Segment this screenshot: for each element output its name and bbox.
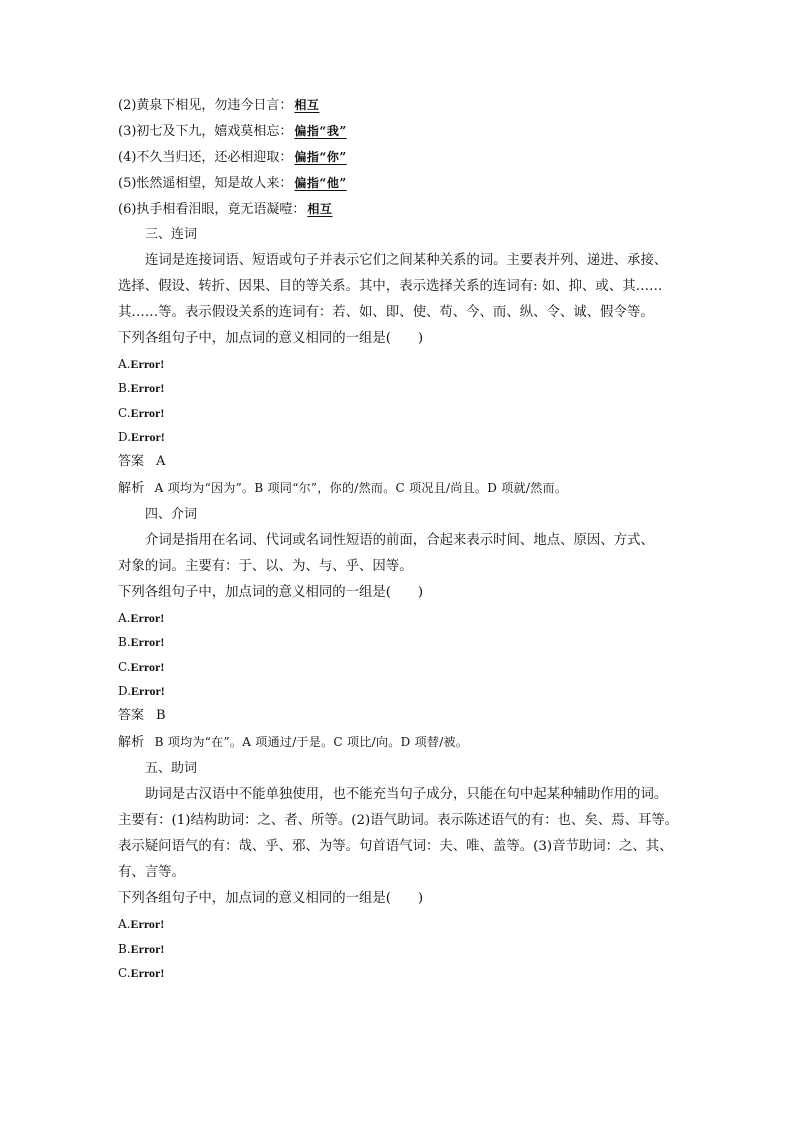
option-b [118,937,678,961]
option-label: B. [118,635,131,650]
answer-label: 答案 [118,708,145,724]
item-line [118,144,678,170]
item-text: (6)执手相看泪眼，竟无语凝噎： [118,202,306,217]
option-label: C. [118,405,131,420]
option-label: A. [118,357,131,371]
option-label: C. [118,965,131,980]
paragraph-line: 有、言等。 [118,865,185,881]
option-a [118,606,678,630]
option-error: Error! [130,941,165,956]
paragraph-line: 其……等。表示假设关系的连词有：若、如、即、使、苟、今、而、纵、令、诚、假令等。 [118,305,654,320]
question-text: 下列各组句子中，加点词的意义相同的一组是( ) [118,891,424,907]
item-line [118,196,678,222]
option-error: Error! [130,965,165,980]
item-text: (5)怅然遥相望，知是故人来： [118,176,293,191]
option-error: Error! [131,684,165,699]
answer-label: 答案 [118,454,145,470]
question-text: 下列各组句子中，加点词的意义相同的一组是( ) [118,585,424,601]
option-b [118,630,678,654]
explanation-text: B 项均为“在”。A 项通过/于是。C 项比/向。D 项替/被。 [154,735,469,750]
question-text: 下列各组句子中，加点词的意义相同的一组是( ) [118,331,424,346]
explanation-label: 解析 [118,481,145,497]
option-error: Error! [130,381,165,396]
option-error: Error! [130,659,165,674]
document-page [118,92,678,985]
paragraph-line: 表示疑问语气的有：哉、乎、邪、为等。句首语气词：夫、唯、盖等。(3)音节助词：之、其、 [118,839,673,855]
option-a [118,912,678,936]
option-label: C. [118,659,131,674]
answer-value: A [156,454,166,470]
option-label: B. [118,381,131,396]
item-answer: 相互 [307,202,333,216]
option-error: Error! [130,917,165,932]
item-text: (2)黄泉下相见，勿违今日言： [118,98,293,113]
item-answer: 偏指“我” [294,124,347,138]
option-label: D. [118,684,132,699]
explanation-line [118,729,678,756]
option-d [118,679,678,703]
item-answer: 偏指“他” [294,176,347,190]
item-line [118,170,678,196]
paragraph-line: 对象的词。主要有：于、以、为、与、乎、因等。 [118,559,413,575]
explanation-text: A 项均为“因为”。B 项同“尔”，你的/然而。C 项况且/尚且。D 项就/然而。 [154,481,568,496]
option-label: B. [118,941,131,956]
option-d [118,425,678,449]
item-text: (3)初七及下九，嬉戏莫相忘： [118,124,293,139]
option-error: Error! [130,611,165,626]
section-heading-particle: 五、助词 [145,761,198,777]
option-c [118,401,678,425]
paragraph-line: 主要有：(1)结构助词：之、者、所等。(2)语气助词。表示陈述语气的有：也、矣、焉、耳等。 [118,813,679,829]
item-text: (4)不久当归还，还必相迎取： [118,150,293,165]
item-answer: 相互 [294,98,320,112]
explanation-line [118,475,678,502]
answer-value: B [156,708,166,724]
option-a [118,352,678,376]
option-label: A. [118,917,131,932]
section-heading-conjunction: 三、连词 [145,227,198,242]
paragraph-line: 选择、假设、转折、因果、目的等关系。其中，表示选择关系的连词有: 如、抑、或、其…… [118,279,663,294]
option-b [118,376,678,400]
section-heading-preposition: 四、介词 [145,507,198,523]
option-error: Error! [130,635,165,650]
item-line [118,118,678,144]
option-error: Error! [131,429,165,444]
item-answer: 偏指“你” [294,150,347,164]
item-line [118,92,678,118]
option-c [118,961,678,985]
paragraph-line: 助词是古汉语中不能单独使用，也不能充当句子成分，只能在句中起某种辅助作用的词。 [145,787,668,803]
explanation-label: 解析 [118,735,145,751]
paragraph-line: 连词是连接词语、短语或句子并表示它们之间某种关系的词。主要表并列、递进、承接、 [145,253,668,268]
answer-line [118,449,678,475]
option-error: Error! [130,357,165,371]
option-c [118,655,678,679]
paragraph-line: 介词是指用在名词、代词或名词性短语的前面，合起来表示时间、地点、原因、方式、 [145,533,654,549]
option-label: D. [118,429,132,444]
answer-line [118,703,678,729]
option-label: A. [118,611,131,626]
option-error: Error! [130,405,165,420]
